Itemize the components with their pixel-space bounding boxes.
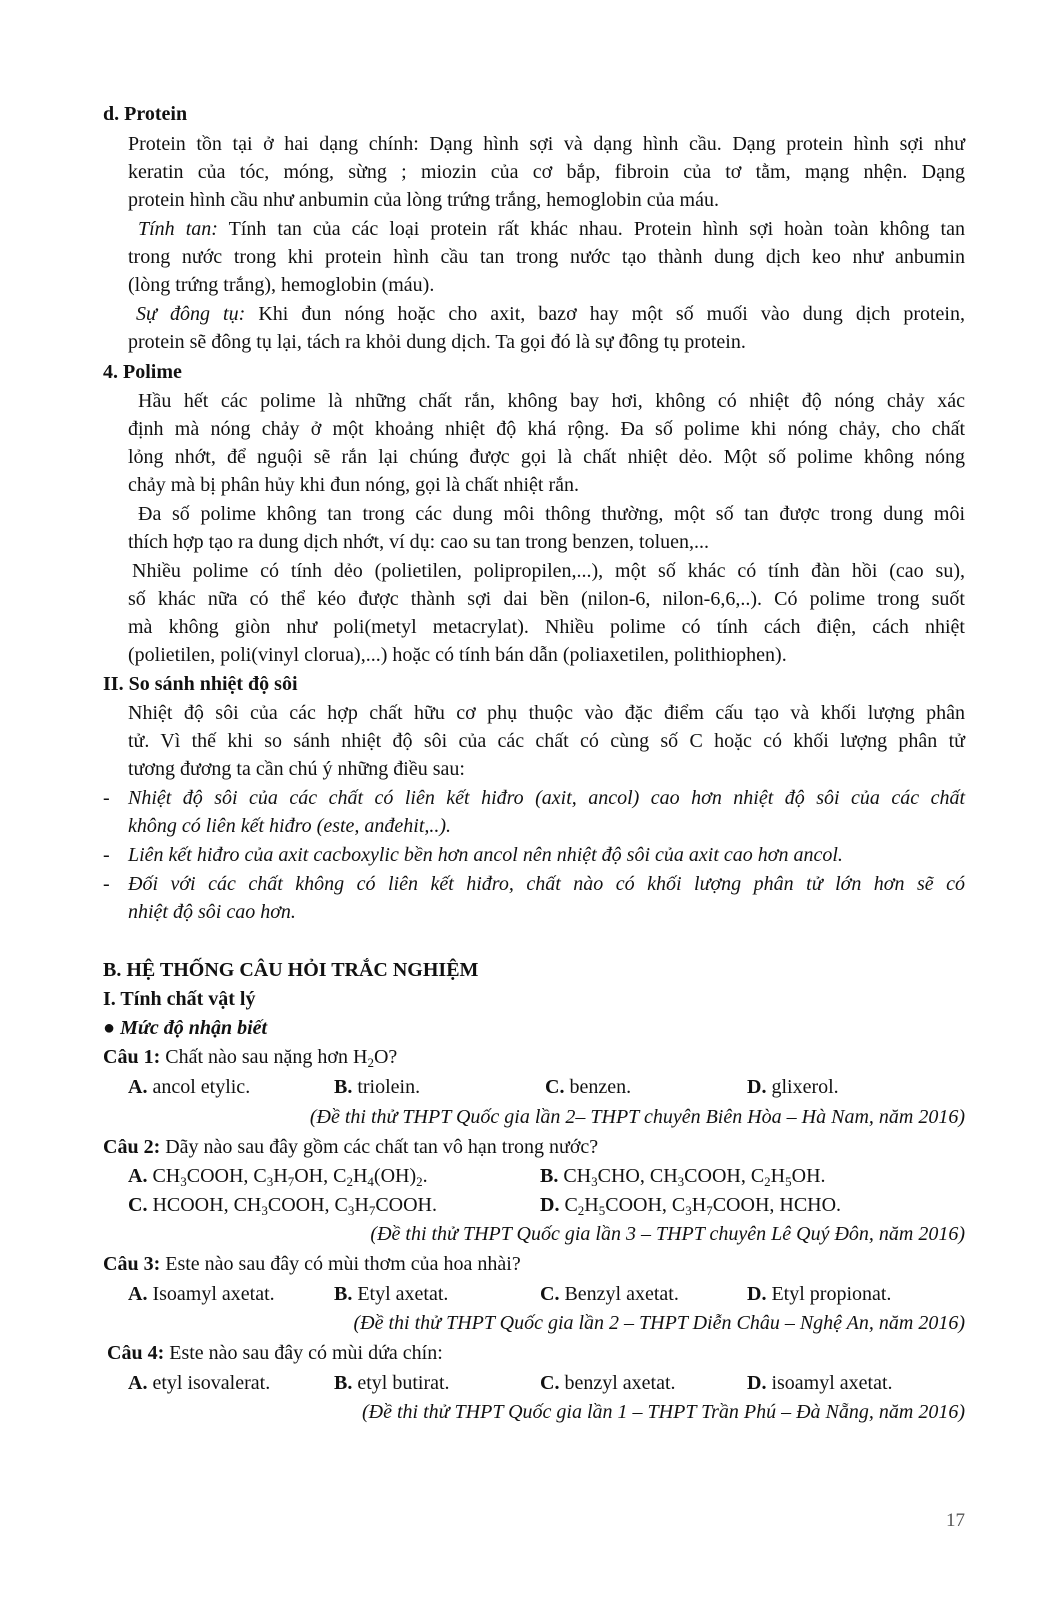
q1-option-b: B. triolein.	[334, 1076, 421, 1098]
q2-option-a: A. $CH_3COOH$, $C_3H_7OH$, $C_2H_4(OH)_2$.	[128, 1165, 428, 1189]
boiling-bullet2: Liên kết hiđro của axit cacboxylic bền hơn ancol nên nhiệt độ sôi của axit cao hơn ancol.	[128, 844, 843, 866]
protein-p1-line2: keratin của tóc, móng, sừng ; miozin của cơ bắp, fibroin của tơ tằm, mạng nhện. Dạng	[128, 161, 965, 183]
protein-heading: d. Protein	[103, 103, 188, 125]
q4-option-b: B. etyl butirat.	[334, 1372, 450, 1394]
polime-p1-line2: định mà nóng chảy ở một khoảng nhiệt độ khá rộng. Đa số polime khi nóng chảy, cho chất	[128, 418, 965, 440]
q1-option-c: C. benzen.	[545, 1076, 632, 1098]
protein-p2-line2: trong nước trong khi protein hình cầu tan trong nước tạo thành dung dịch keo như anbumin	[128, 246, 965, 268]
level-label: ● Mức độ nhận biết	[103, 1017, 268, 1039]
boiling-intro-line2: tử. Vì thế khi so sánh nhiệt độ sôi của các chất có cùng số C hoặc có khối lượng phân tử	[128, 730, 965, 752]
polime-heading: 4. Polime	[103, 361, 182, 383]
q3-source: (Đề thi thử THPT Quốc gia lần 2 – THPT Diễn Châu – Nghệ An, năm 2016)	[353, 1312, 965, 1334]
polime-p1-line3: lỏng nhớt, để nguội sẽ rắn lại chúng được gọi là chất nhiệt dẻo. Một số polime không nóng	[128, 446, 965, 468]
polime-p1-line1: Hầu hết các polime là những chất rắn, không bay hơi, không có nhiệt độ nóng chảy xác	[138, 390, 965, 412]
protein-p1-line1: Protein tồn tại ở hai dạng chính: Dạng hình sợi và dạng hình cầu. Dạng protein hình sợi như	[128, 133, 965, 155]
question-1-label: Câu 1:	[103, 1046, 161, 1068]
question-3: Câu 3: Este nào sau đây có mùi thơm của hoa nhài?	[103, 1253, 521, 1275]
protein-p1-line3: protein hình cầu như anbumin của lòng trứng trắng, hemoglobin của máu.	[128, 189, 719, 211]
page-number: 17	[946, 1510, 965, 1531]
q3-option-b: B. Etyl axetat.	[334, 1283, 449, 1305]
q3-option-c: C. Benzyl axetat.	[540, 1283, 679, 1305]
question-2-label: Câu 2:	[103, 1136, 161, 1158]
question-3-label: Câu 3:	[103, 1253, 161, 1275]
polime-p3-line1: Nhiều polime có tính dẻo (polietilen, polipropilen,...), một số khác có tính đàn hồi (cao su),	[132, 560, 965, 582]
coagulation-label: Sự đông tụ:	[136, 303, 246, 325]
q2-option-c: C. HCOOH, $CH_3COOH$, $C_3H_7COOH$.	[128, 1194, 437, 1218]
question-2: Câu 2: Dãy nào sau đây gồm các chất tan vô hạn trong nước?	[103, 1136, 599, 1158]
q1-option-d: D. glixerol.	[747, 1076, 839, 1098]
quiz-heading: B. HỆ THỐNG CÂU HỎI TRẮC NGHIỆM	[103, 959, 479, 981]
q4-source: (Đề thi thử THPT Quốc gia lần 1 – THPT Trần Phú – Đà Nẵng, năm 2016)	[362, 1401, 965, 1423]
q3-option-a: A. Isoamyl axetat.	[128, 1283, 275, 1305]
protein-p2-line1: Tính tan: Tính tan của các loại protein rất khác nhau. Protein hình sợi hoàn toàn không tan	[138, 218, 965, 240]
boiling-bullet3-line2: nhiệt độ sôi cao hơn.	[128, 901, 296, 923]
q2-source: (Đề thi thử THPT Quốc gia lần 3 – THPT chuyên Lê Quý Đôn, năm 2016)	[370, 1223, 965, 1245]
question-4: Câu 4: Este nào sau đây có mùi dứa chín:	[107, 1342, 443, 1364]
q4-option-a: A. etyl isovalerat.	[128, 1372, 271, 1394]
protein-p3-line1: Sự đông tụ: Khi đun nóng hoặc cho axit, bazơ hay một số muối vào dung dịch protein,	[136, 303, 965, 325]
q3-option-d: D. Etyl propionat.	[747, 1283, 892, 1305]
solubility-label: Tính tan:	[138, 218, 218, 240]
boiling-bullet3-line1: Đối với các chất không có liên kết hiđro, chất nào có khối lượng phân tử lớn hơn sẽ có	[128, 873, 965, 895]
boiling-intro-line1: Nhiệt độ sôi của các hợp chất hữu cơ phụ thuộc vào đặc điểm cấu tạo và khối lượng phân	[128, 702, 965, 724]
q1-source: (Đề thi thử THPT Quốc gia lần 2– THPT chuyên Biên Hòa – Hà Nam, năm 2016)	[309, 1106, 965, 1128]
boiling-bullet1-line1: Nhiệt độ sôi của các chất có liên kết hiđro (axit, ancol) cao hơn nhiệt độ sôi của các chất	[128, 787, 965, 809]
polime-p3-line4: (polietilen, poli(vinyl clorua),...) hoặc có tính bán dẫn (poliaxetilen, polithiophen).	[128, 644, 787, 666]
polime-p3-line3: mà không giòn như poli(metyl metacrylat). Nhiều polime có tính cách điện, cách nhiệt	[128, 616, 965, 638]
boiling-intro-line3: tương đương ta cần chú ý những điều sau:	[128, 758, 465, 780]
question-4-label: Câu 4:	[107, 1342, 165, 1364]
boiling-bullet1-line2: không có liên kết hiđro (este, anđehit,..).	[128, 815, 452, 837]
quiz-subheading: I. Tính chất vật lý	[103, 988, 256, 1010]
q4-option-c: C. benzyl axetat.	[540, 1372, 676, 1394]
polime-p2-line1: Đa số polime không tan trong các dung môi thông thường, một số tan được trong dung môi	[138, 503, 965, 525]
question-1: Câu 1: Chất nào sau nặng hơn $H_2O$?	[103, 1046, 398, 1070]
q2-option-b: B. $CH_3CHO$, $CH_3COOH$, $C_2H_5OH$.	[540, 1165, 826, 1189]
bullet-dash-2: -	[103, 844, 110, 866]
polime-p3-line2: số khác nữa có thể kéo được thành sợi dai bền (nilon-6, nilon-6,6,..). Có polime trong suốt	[128, 588, 965, 610]
boiling-heading: II. So sánh nhiệt độ sôi	[103, 673, 298, 695]
polime-p1-line4: chảy mà bị phân hủy khi đun nóng, gọi là chất nhiệt rắn.	[128, 474, 580, 496]
bullet-dash-3: -	[103, 873, 110, 895]
protein-p3-line2: protein sẽ đông tụ lại, tách ra khỏi dung dịch. Ta gọi đó là sự đông tụ protein.	[128, 331, 746, 353]
q1-option-a: A. ancol etylic.	[128, 1076, 251, 1098]
protein-p2-line3: (lòng trứng trắng), hemoglobin (máu).	[128, 274, 435, 296]
q2-option-d: D. $C_2H_5COOH$, $C_3H_7COOH$, HCHO.	[540, 1194, 842, 1218]
polime-p2-line2: thích hợp tạo ra dung dịch nhớt, ví dụ: cao su tan trong benzen, toluen,...	[128, 531, 710, 553]
q4-option-d: D. isoamyl axetat.	[747, 1372, 893, 1394]
bullet-dash-1: -	[103, 787, 110, 809]
